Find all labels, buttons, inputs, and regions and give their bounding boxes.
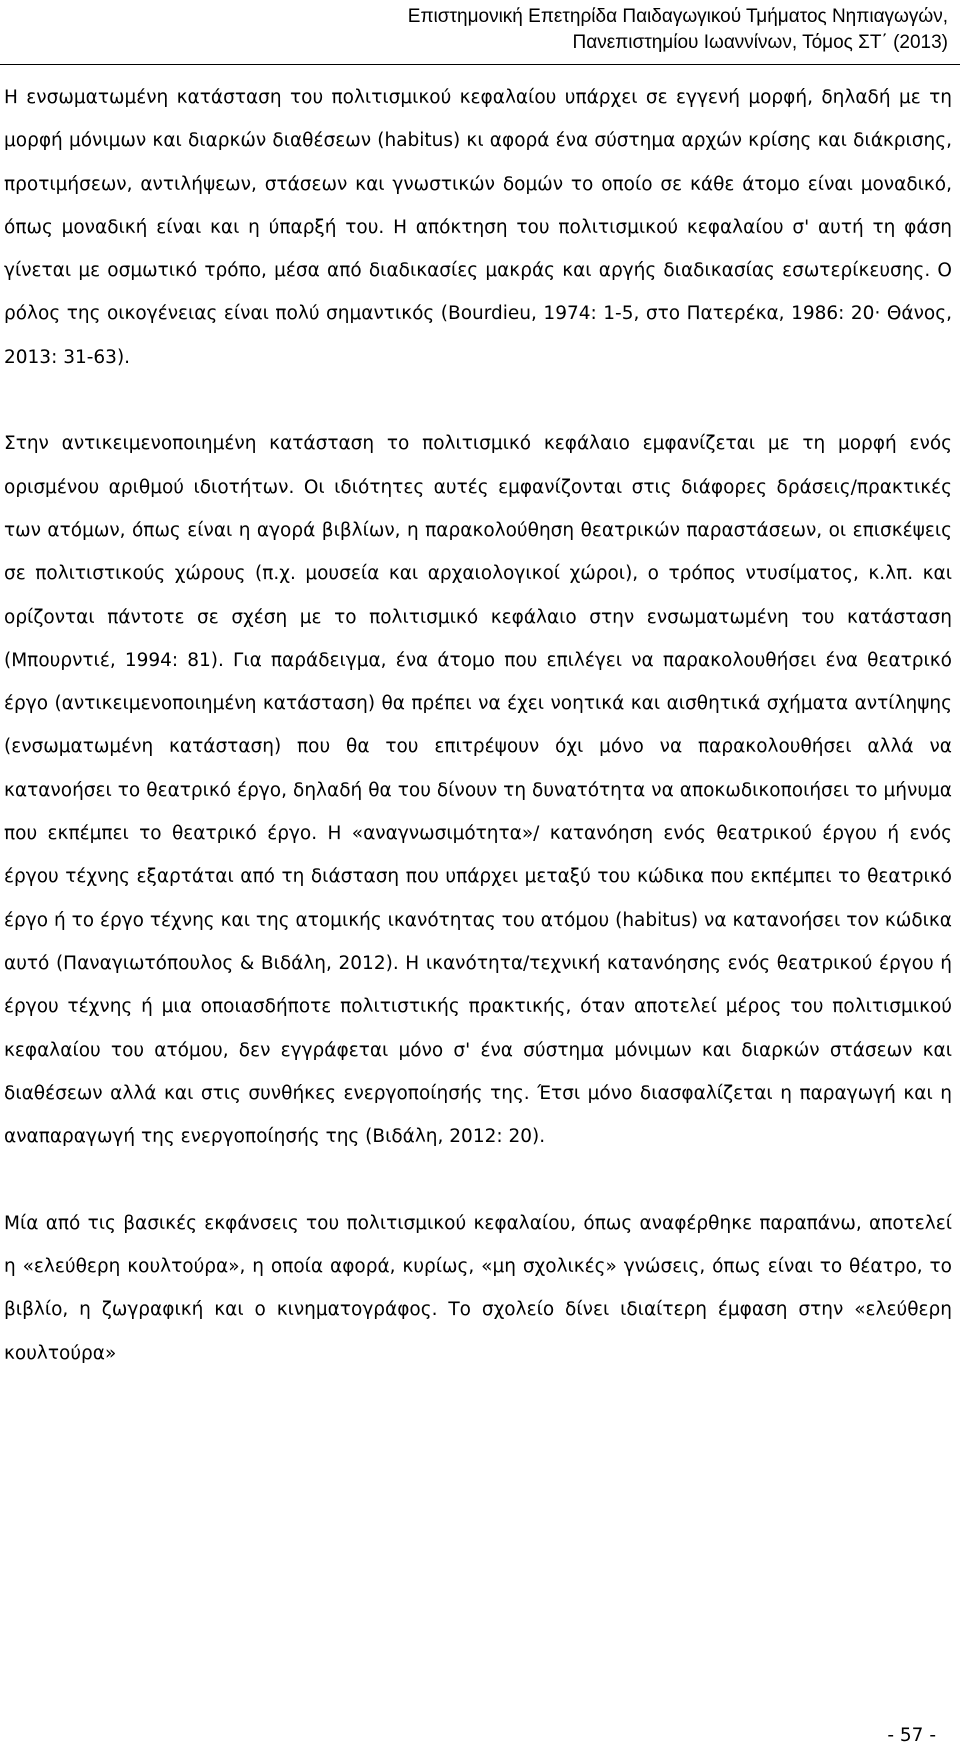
paragraph-free-culture: Μία από τις βασικές εκφάνσεις του πολιτισμικού κεφαλαίου, όπως αναφέρθηκε παραπάνω, αποτελεί η «ελεύθερη κουλτούρα», η οποία αφορά, κυρίως, «μη σχολικές» γνώσεις, όπως είναι το θέατρο, το βιβλίο, η ζωγραφική και ο κινηματογράφος. Το σχολείο δίνει ιδιαίτερη έμφαση στην «ελεύθερη κουλτούρα» [4,1212,952,1364]
running-header-journal: Επιστημονική Επετηρίδα Παιδαγωγικού Τμήματος Νηπιαγωγών, [407,6,948,27]
running-header [68,4,948,56]
body-text [4,76,952,1375]
page-number: - 57 - [887,1725,936,1746]
header-divider [0,64,960,65]
paragraph-embodied-state: Η ενσωματωμένη κατάσταση του πολιτισμικού κεφαλαίου υπάρχει σε εγγενή μορφή, δηλαδή με τη μορφή μόνιμων και διαρκών διαθέσεων (habitus) κι αφορά ένα σύστημα αρχών κρίσης και διάκρισης, προτιμήσεων, αντιλήψεων, στάσεων και γνωστικών δομών το οποίο σε κάθε άτομο είναι μοναδικό, όπως μοναδική είναι και η ύπαρξή του. Η απόκτηση του πολιτισμικού κεφαλαίου σ' αυτή τη φάση γίνεται με οσμωτικό τρόπο, μέσα από διαδικασίες μακράς και αργής διαδικασίας εσωτερίκευσης. Ο ρόλος της οικογένειας είναι πολύ σημαντικός (Bourdieu, 1974: 1-5, στο Πατερέκα, 1986: 20· Θάνος, 2013: 31-63). [4,87,952,368]
running-header-volume: Πανεπιστημίου Ιωαννίνων, Τόμος ΣΤ΄ (2013) [572,32,948,53]
paragraph-objectified-state: Στην αντικειμενοποιημένη κατάσταση το πολιτισμικό κεφάλαιο εμφανίζεται με τη μορφή ενός ορισμένου αριθμού ιδιοτήτων. Οι ιδιότητες αυτές εμφανίζονται στις διάφορες δράσεις/πρακτικές των ατόμων, όπως είναι η αγορά βιβλίων, η παρακολούθηση θεατρικών παραστάσεων, οι επισκέψεις σε πολιτιστικούς χώρους (π.χ. μουσεία και αρχαιολογικοί χώροι), ο τρόπος ντυσίματος, κ.λπ. και ορίζονται πάντοτε σε σχέση με το πολιτισμικό κεφάλαιο στην ενσωματωμένη του κατάσταση (Μπουρντιέ, 1994: 81). Για παράδειγμα, ένα άτομο που επιλέγει να παρακολουθήσει ένα θεατρικό έργο (αντικειμενοποιημένη κατάσταση) θα πρέπει να έχει νοητικά και αισθητικά σχήματα αντίληψης (ενσωματωμένη κατάσταση) που θα του επιτρέψουν όχι μόνο να παρακολουθήσει αλλά να κατανοήσει το θεατρικό έργο, δηλαδή θα του δίνουν τη δυνατότητα να αποκωδικοποιήσει το μήνυμα που εκπέμπει το θεατρικό έργο. Η «αναγνωσιμότητα»/ κατανόηση ενός θεατρικού έργου ή ενός έργου τέχνης εξαρτάται από τη διάσταση που υπάρχει μεταξύ του κώδικα που εκπέμπει το θεατρικό έργο ή το έργο τέχνης και της ατομικής ικανότητας του ατόμου (habitus) να κατανοήσει τον κώδικα αυτό (Παναγιωτόπουλος & Βιδάλη, 2012). Η ικανότητα/τεχνική κατανόησης ενός θεατρικού έργου ή έργου τέχνης ή μια οποιασδήποτε πολιτιστικής πρακτικής, όταν αποτελεί μέρος του πολιτισμικού κεφαλαίου του ατόμου, δεν εγγράφεται μόνο σ' ένα σύστημα μόνιμων και διαρκών στάσεων και διαθέσεων αλλά και στις συνθήκες ενεργοποίησής της. Έτσι μόνο διασφαλίζεται η παραγωγή και η αναπαραγωγή της ενεργοποίησής της (Βιδάλη, 2012: 20). [4,433,952,1148]
